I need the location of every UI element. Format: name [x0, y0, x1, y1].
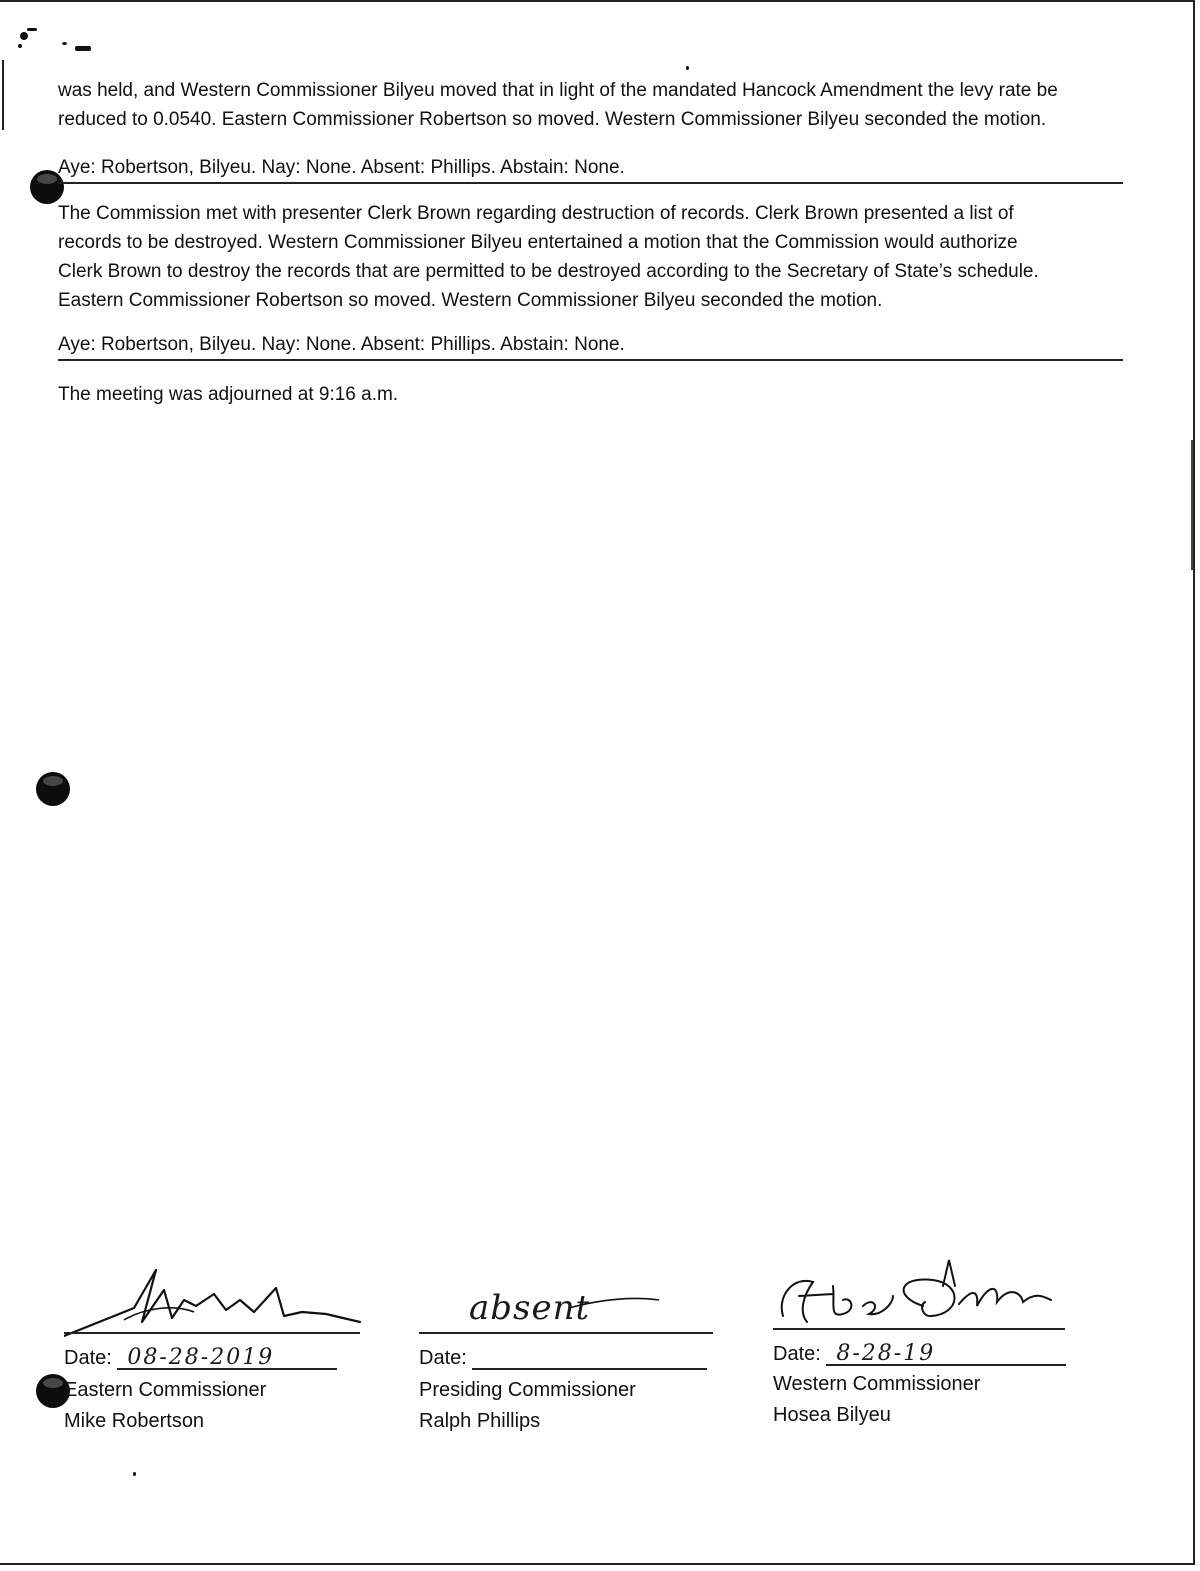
scan-speck — [62, 42, 67, 45]
vote-record-records: Aye: Robertson, Bilyeu. Nay: None. Absent: Phillips. Abstain: None. — [58, 333, 1123, 361]
scan-edge-mark — [2, 60, 4, 130]
records-destruction-paragraph: The Commission met with presenter Clerk Brown regarding destruction of records. Clerk Brown presented a list of records to be destroyed. Western Commissioner Bilyeu entertained a motion that the Commission would authorize Clerk Brown to destroy the records that are permitted to be destroyed according to the Secretary of State’s schedule. Eastern Commissioner Robertson so moved. Western Commissioner Bilyeu seconded the motion. — [58, 203, 1039, 311]
scan-edge-mark — [1191, 440, 1193, 570]
date-label-eastern: Date: — [64, 1347, 112, 1369]
absent-underline-stroke — [419, 1280, 719, 1340]
signature-block-presiding — [419, 1260, 719, 1440]
signature-block-eastern — [64, 1260, 364, 1440]
adjournment-statement: The meeting was adjourned at 9:16 a.m. — [58, 384, 399, 405]
scan-speck — [18, 44, 22, 48]
signer-name-presiding: Ralph Phillips — [419, 1410, 541, 1432]
punch-hole — [36, 772, 70, 806]
scan-speck — [75, 46, 91, 51]
signer-title-western: Western Commissioner — [773, 1373, 981, 1395]
signer-name-eastern: Mike Robertson — [64, 1410, 205, 1432]
handwritten-date-western: 8-28-19 — [836, 1341, 936, 1366]
signer-title-presiding: Presiding Commissioner — [419, 1379, 636, 1401]
handwritten-absent-note: absent — [469, 1288, 591, 1328]
signature-block-western — [773, 1256, 1073, 1436]
date-label-western: Date: — [773, 1343, 821, 1365]
vote-record-levy: Aye: Robertson, Bilyeu. Nay: None. Absent: Phillips. Abstain: None. — [58, 156, 1123, 184]
scan-speck — [686, 66, 689, 70]
date-label-presiding: Date: — [419, 1347, 467, 1369]
scan-speck — [133, 1472, 136, 1476]
handwritten-signature-robertson — [64, 1260, 364, 1340]
signer-name-western: Hosea Bilyeu — [773, 1404, 891, 1426]
scan-speck — [20, 32, 28, 40]
levy-rate-paragraph: was held, and Western Commissioner Bilyeu moved that in light of the mandated Hancock Amendment the levy rate be reduced to 0.0540. Eastern Commissioner Robertson so moved. Western Commissioner Bilyeu seconded the motion. — [58, 80, 1058, 130]
signer-title-eastern: Eastern Commissioner — [64, 1379, 267, 1401]
handwritten-date-eastern: 08-28-2019 — [127, 1345, 275, 1370]
handwritten-signature-bilyeu — [773, 1256, 1073, 1336]
scan-speck — [27, 28, 37, 31]
